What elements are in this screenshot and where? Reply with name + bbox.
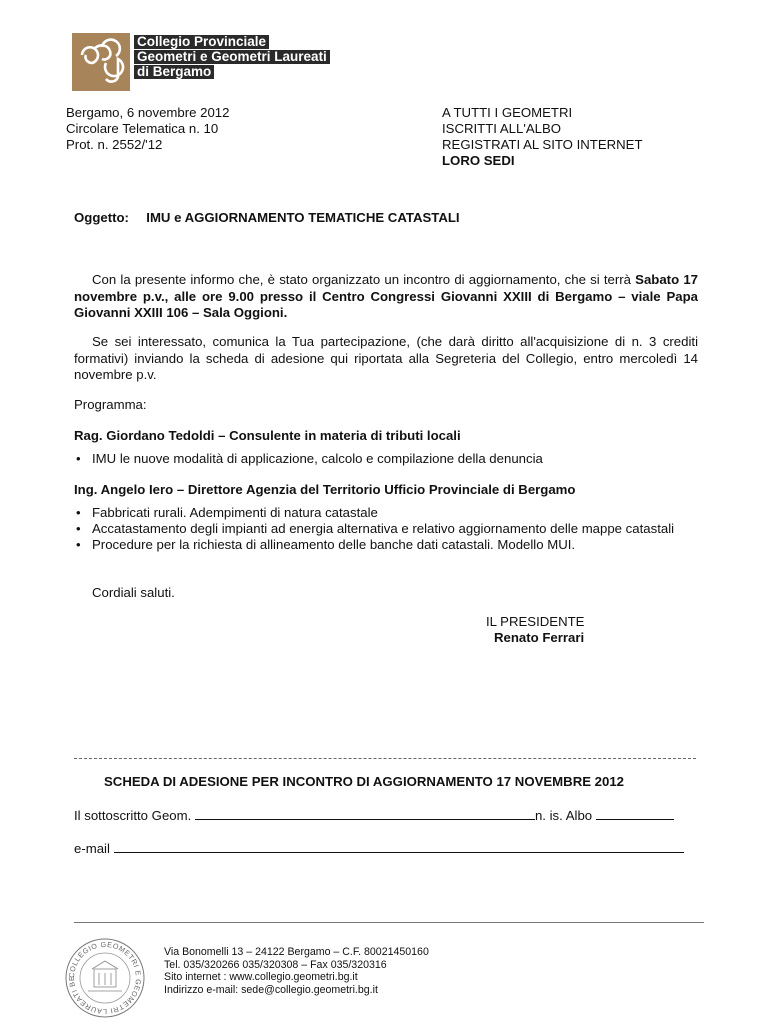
albo-label: n. is. Albo	[534, 808, 593, 823]
letter-date-block	[66, 105, 229, 153]
logo-line-2: Geometri e Geometri Laureati	[134, 50, 330, 64]
signature-title: IL PRESIDENTE	[486, 614, 585, 629]
recipient-line-bold: LORO SEDI	[442, 153, 515, 168]
intro-text: Con la presente informo che, è stato organizzato un incontro di aggiornamento, che si terrà	[92, 272, 631, 287]
logo-line-3: di Bergamo	[134, 65, 214, 79]
topic-item: • Accatastamento degli impianti ad energia alternativa e relativo aggiornamento delle mappe catastali	[74, 521, 698, 537]
circular-number: Circolare Telematica n. 10	[66, 121, 219, 136]
phone-line: Tel. 035/320266 035/320308 – Fax 035/320316	[164, 958, 387, 971]
subject-line	[74, 210, 460, 226]
address-line: Via Bonomelli 13 – 24122 Bergamo – C.F. 80021450160	[164, 946, 429, 958]
program-heading: Programma:	[74, 397, 147, 412]
signature-block	[486, 614, 584, 646]
participation-text: Se sei interessato, comunica la Tua partecipazione, (che darà diritto all'acquisizione di n. 3 crediti formativi) inviando la scheda di adesione qui riportata alla Segreteria del Collegio, entro mercoledì 14 novembre p.v.	[74, 334, 698, 382]
topic-item: • Fabbricati rurali. Adempimenti di natura catastale	[74, 505, 698, 521]
topic-item: • IMU le nuove modalità di applicazione, calcolo e compilazione della denuncia	[74, 451, 698, 467]
form-title: SCHEDA DI ADESIONE PER INCONTRO DI AGGIORNAMENTO 17 NOVEMBRE 2012	[104, 774, 625, 789]
event-details: Sabato 17 novembre p.v., alle ore 9.00 presso il Centro Congressi Giovanni XXIII di Bergamo – viale Papa Giovanni XXIII 106 – Sala Oggioni.	[74, 272, 698, 320]
undersigned-label: Il sottoscritto Geom.	[74, 808, 192, 823]
intro-paragraph	[74, 272, 698, 322]
speaker-2-topics	[74, 505, 698, 553]
letter-date: Bergamo, 6 novembre 2012	[66, 105, 230, 120]
speaker-1-topics	[74, 451, 698, 467]
form-row-email	[74, 840, 694, 857]
closing-greeting: Cordiali saluti.	[92, 585, 175, 600]
footer-divider	[74, 922, 704, 923]
speaker-2: Ing. Angelo Iero – Direttore Agenzia del Territorio Ufficio Provinciale di Bergamo	[74, 482, 576, 497]
subject-label: Oggetto:	[74, 210, 129, 225]
recipients-block	[442, 105, 643, 169]
signature-name: Renato Ferrari	[494, 630, 585, 645]
email-line: Indirizzo e-mail: sede@collegio.geometri.bg.it	[164, 983, 378, 996]
name-field[interactable]	[195, 807, 535, 820]
email-field[interactable]	[114, 840, 684, 853]
speaker-1: Rag. Giordano Tedoldi – Consulente in materia di tributi locali	[74, 428, 461, 443]
recipient-line: ISCRITTI ALL'ALBO	[442, 121, 562, 136]
albo-number-field[interactable]	[596, 807, 674, 820]
contact-info	[164, 946, 429, 996]
recipient-line: A TUTTI I GEOMETRI	[442, 105, 573, 120]
form-row-name	[74, 807, 694, 824]
protocol-number: Prot. n. 2552/'12	[66, 137, 163, 152]
college-seal	[64, 937, 146, 1019]
cut-line	[74, 758, 696, 759]
website-line: Sito internet : www.collegio.geometri.bg.it	[164, 971, 358, 984]
college-logo	[72, 33, 344, 91]
logo-mark	[72, 33, 130, 91]
seal-icon	[64, 937, 146, 1019]
topic-item: • Procedure per la richiesta di allineamento delle banche dati catastali. Modello MUI.	[74, 537, 698, 553]
logo-cg-icon	[72, 33, 130, 91]
seal-ring-text: COLLEGIO GEOMETRI E GEOMETRI LAUREATI BE	[66, 939, 144, 1017]
participation-paragraph	[74, 334, 698, 384]
email-label: e-mail	[74, 841, 110, 856]
recipient-line: REGISTRATI AL SITO INTERNET	[442, 137, 643, 152]
logo-line-1: Collegio Provinciale	[134, 35, 269, 49]
subject-text: IMU e AGGIORNAMENTO TEMATICHE CATASTALI	[146, 210, 460, 225]
